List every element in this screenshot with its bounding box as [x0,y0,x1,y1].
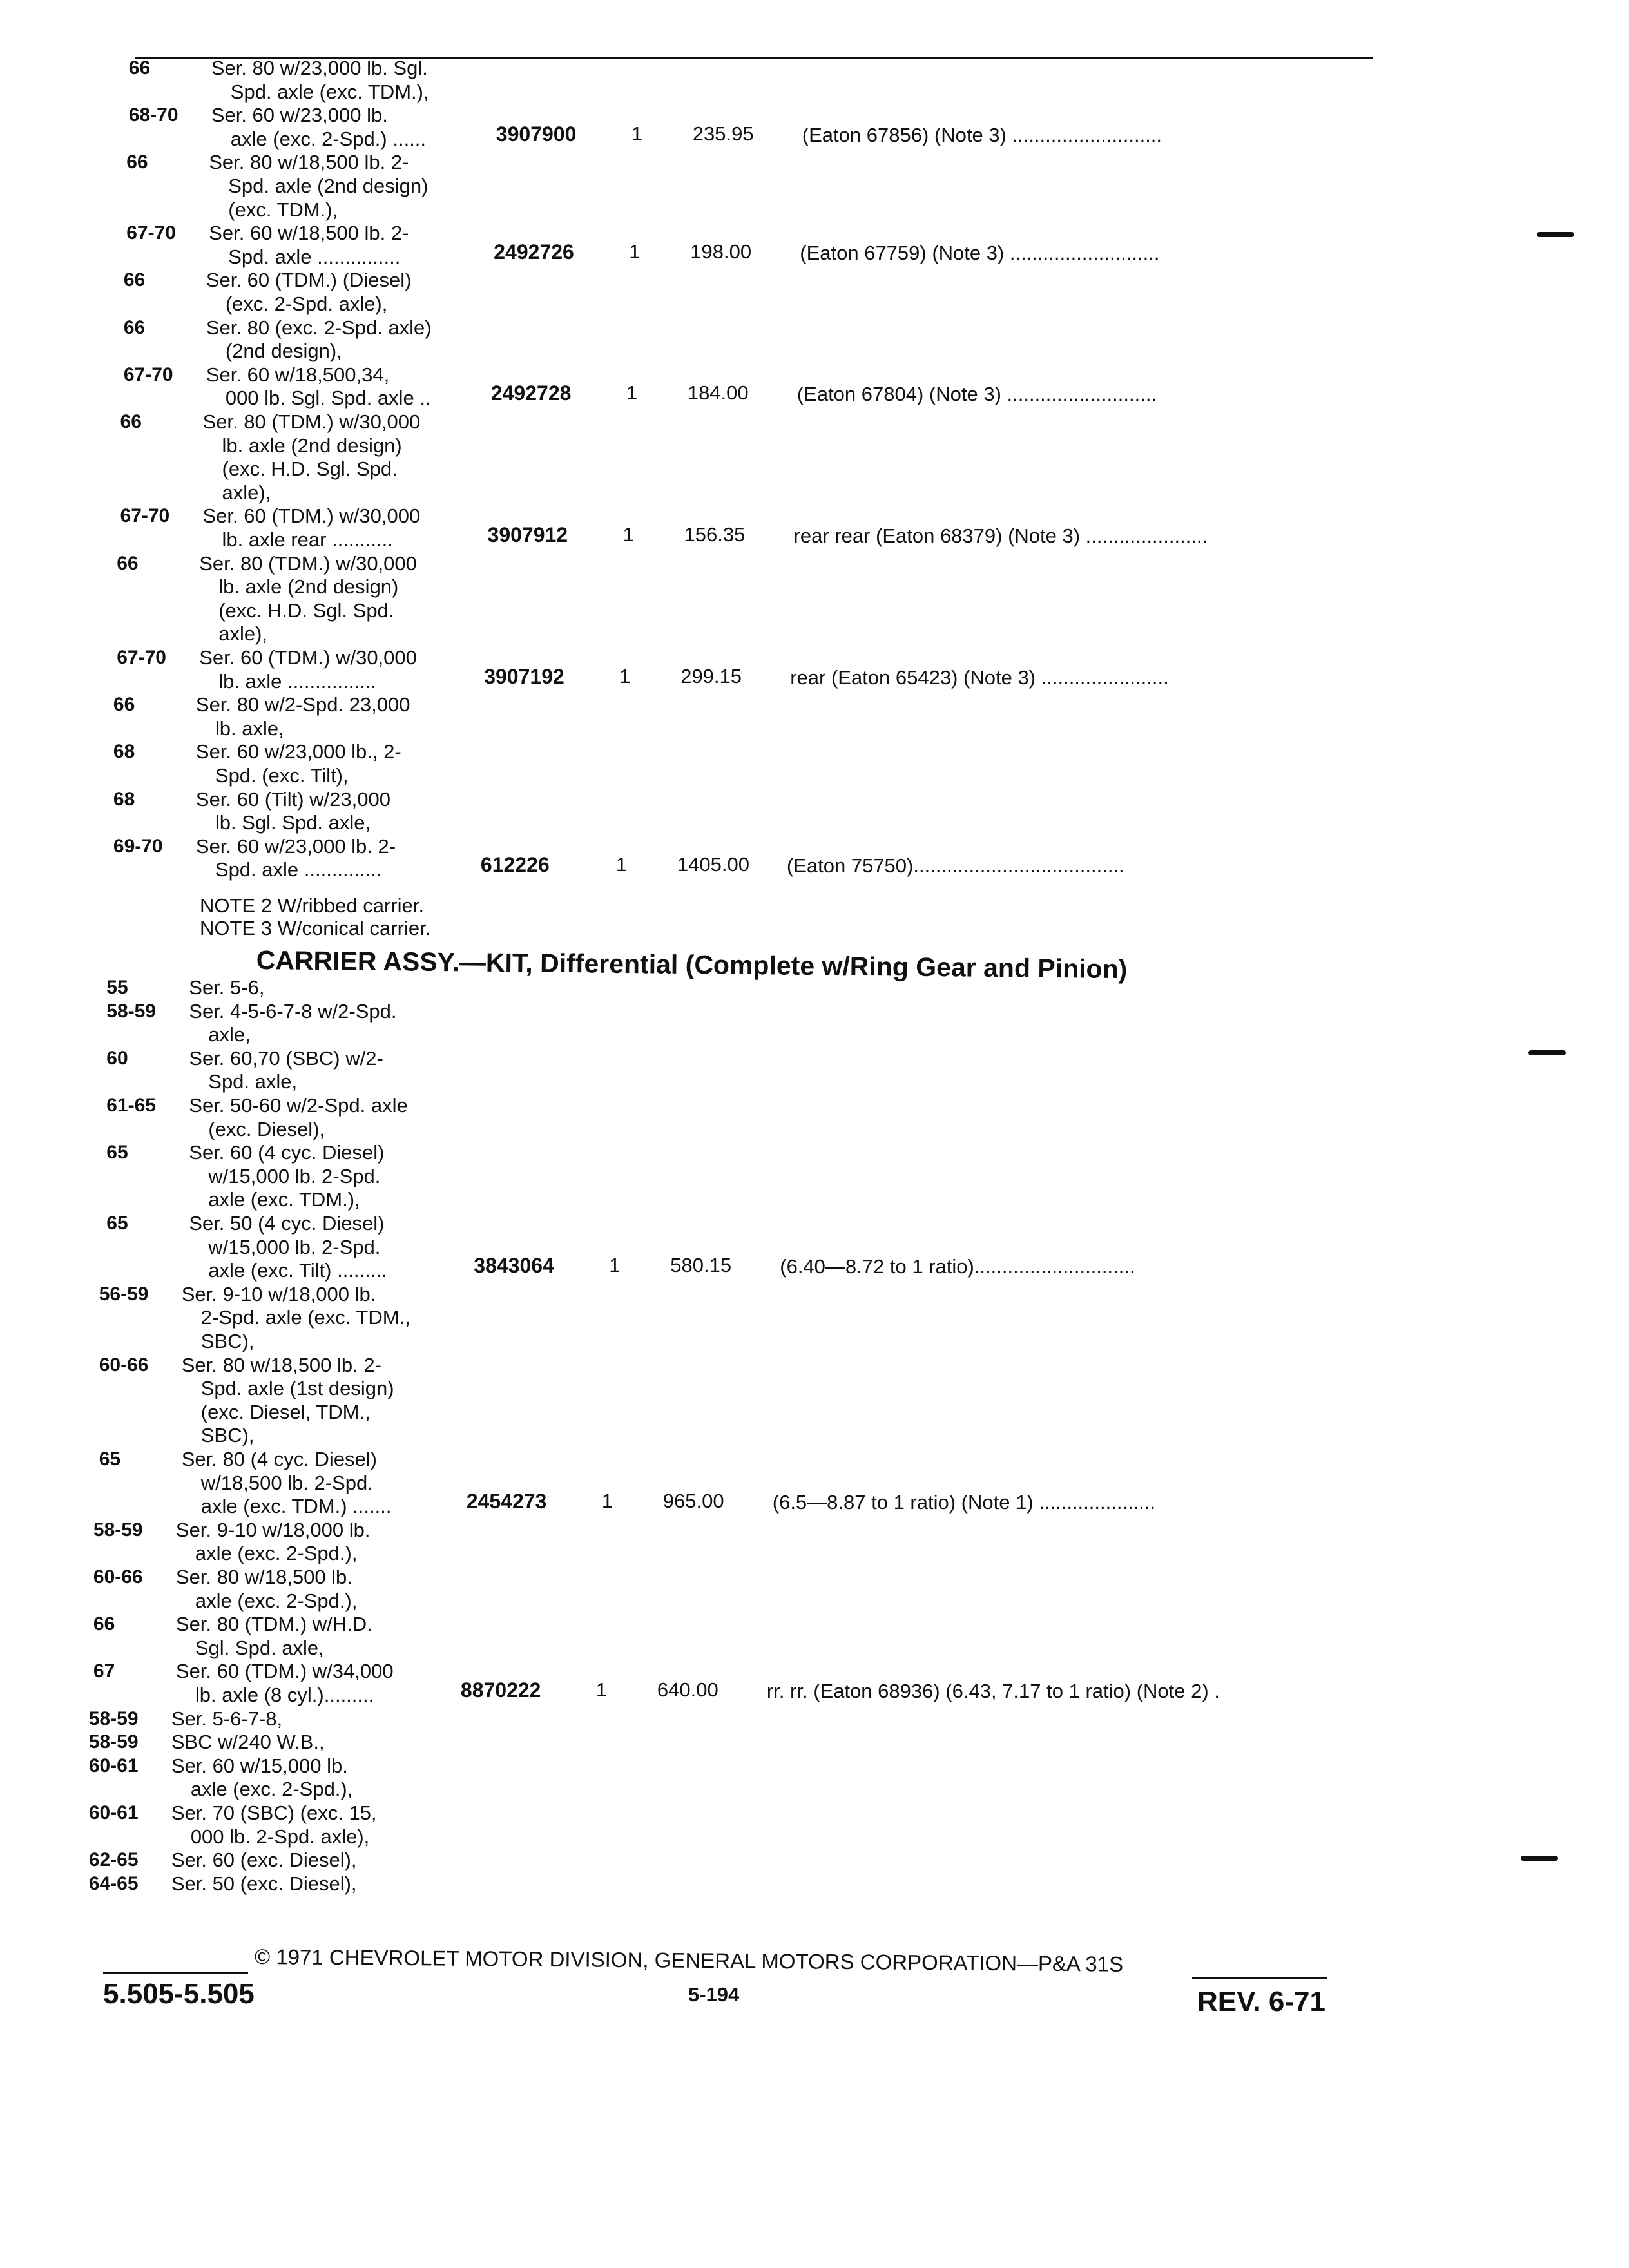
model-year: 65 [99,1448,121,1470]
footer-rule-right [1192,1977,1327,1979]
part-number: 3843064 [474,1254,554,1278]
copyright-line: © 1971 CHEVROLET MOTOR DIVISION, GENERAL MOTORS CORPORATION—P&A 31S [254,1945,1124,1976]
part-number: 2492728 [490,381,572,405]
description-line: SBC w/240 W.B., [171,1731,325,1754]
revision-label: REV. 6-71 [1197,1986,1325,2017]
model-year: 61-65 [106,1095,156,1116]
quantity: 1 [629,240,641,263]
description-line: axle (exc. 2-Spd.) ...... [230,127,427,150]
model-year: 55 [106,977,128,998]
description-line: Ser. 60 (4 cyc. Diesel) [189,1141,385,1164]
model-year: 56-59 [99,1283,149,1305]
remarks: (Eaton 67804) (Note 3) ........................... [796,383,1157,406]
remarks: (Eaton 75750)...................................... [786,854,1124,878]
description-line: Ser. 9-10 w/18,000 lb. [175,1518,371,1541]
description-line: axle (exc. 2-Spd.), [195,1542,358,1565]
model-year: 66 [113,694,135,716]
quantity: 1 [615,853,628,876]
quantity: 1 [609,1254,621,1277]
model-year: 58-59 [93,1519,143,1541]
description-line: axle (exc. 2-Spd.), [195,1589,358,1612]
description-line: Spd. axle (exc. TDM.), [230,80,429,103]
list-price: 156.35 [684,523,746,546]
description-line: lb. axle rear ........... [222,528,393,551]
description-line: SBC), [200,1424,255,1447]
model-year: 67-70 [123,363,173,385]
description-line: Ser. 70 (SBC) (exc. 15, [171,1802,377,1824]
description-line: 000 lb. 2-Spd. axle), [190,1825,370,1848]
description-line: Spd. axle (2nd design) [228,175,429,197]
binder-mark [1537,232,1574,237]
model-year: 66 [126,151,148,173]
description-line: Ser. 4-5-6-7-8 w/2-Spd. [189,999,397,1023]
description-line: Ser. 80 (TDM.) w/30,000 [202,410,421,433]
description-line: (exc. 2-Spd. axle), [225,293,388,315]
description-line: w/18,500 lb. 2-Spd. [200,1471,373,1494]
description-line: Ser. 80 (TDM.) w/30,000 [199,552,417,575]
part-number: 8870222 [460,1678,541,1702]
section-number: 5.505-5.505 [103,1978,255,2010]
list-price: 299.15 [680,664,742,687]
description-line: Spd. axle (1st design) [200,1377,394,1400]
model-year: 58-59 [106,1000,156,1022]
description-line: lb. axle ................ [218,669,376,693]
description-line: Sgl. Spd. axle, [195,1636,324,1659]
description-line: (exc. H.D. Sgl. Spd. [218,599,394,622]
description-line: Ser. 80 w/18,500 lb. 2- [209,151,409,174]
description-line: axle (exc. TDM.) ....... [200,1495,392,1518]
description-line: Ser. 60 (TDM.) w/30,000 [202,505,421,528]
description-line: (exc. TDM.), [228,198,338,221]
description-line: Ser. 60 (TDM.) (Diesel) [206,269,412,292]
description-line: Ser. 80 (TDM.) w/H.D. [175,1613,372,1636]
model-year: 64-65 [88,1872,139,1894]
list-price: 184.00 [687,381,749,405]
description-line: Spd. axle ............... [228,245,401,268]
description-line: lb. axle (2nd design) [218,575,399,599]
description-line: Ser. 60 w/23,000 lb., 2- [195,740,401,764]
model-year: 60-66 [99,1354,149,1376]
model-year: 60-66 [93,1566,143,1588]
description-line: Ser. 80 w/23,000 lb. Sgl. [211,57,428,79]
quantity: 1 [631,122,643,145]
description-line: Ser. 60 (TDM.) w/30,000 [199,646,417,669]
description-line: Ser. 60 w/15,000 lb. [171,1754,348,1777]
description-line: w/15,000 lb. 2-Spd. [208,1235,381,1258]
description-line: 2-Spd. axle (exc. TDM., [200,1306,410,1329]
description-line: (exc. Diesel, TDM., [200,1400,371,1423]
description-line: axle), [218,622,268,646]
model-year: 67-70 [120,505,170,527]
description-line: lb. axle (2nd design) [222,434,402,457]
binder-mark [1521,1856,1558,1861]
remarks: rear rear (Eaton 68379) (Note 3) ...................... [793,524,1208,547]
model-year: 66 [123,269,146,291]
description-line: Ser. 80 w/2-Spd. 23,000 [195,693,410,716]
model-year: 66 [117,552,139,574]
quantity: 1 [595,1678,608,1701]
description-line: Ser. 5-6-7-8, [171,1707,283,1730]
model-year: 67 [93,1660,115,1682]
list-price: 640.00 [657,1678,718,1701]
description-line: Spd. (exc. Tilt), [215,764,349,787]
description-line: Ser. 80 w/18,500 lb. 2- [181,1353,381,1376]
footer-rule-left [103,1972,248,1974]
remarks: (Eaton 67759) (Note 3) ........................... [800,241,1160,264]
description-line: lb. axle, [215,716,284,740]
remarks: (Eaton 67856) (Note 3) ........................... [802,123,1162,146]
binder-mark [1528,1050,1566,1055]
remarks: rr. rr. (Eaton 68936) (6.43, 7.17 to 1 ratio) (Note 2) . [766,1680,1220,1702]
part-number: 3907900 [496,122,577,146]
description-line: Ser. 80 (exc. 2-Spd. axle) [206,316,432,339]
model-year: 65 [106,1213,128,1234]
model-year: 60-61 [88,1754,139,1776]
description-line: Ser. 80 (4 cyc. Diesel) [181,1448,377,1470]
part-number: 2492726 [494,240,574,264]
description-line: axle (exc. 2-Spd.), [190,1778,353,1801]
model-year: 60 [106,1047,128,1069]
description-line: Ser. 9-10 w/18,000 lb. [181,1282,376,1305]
description-line: axle, [208,1023,251,1046]
description-line: Spd. axle .............. [215,858,382,881]
model-year: 68 [113,788,135,810]
remarks: rear (Eaton 65423) (Note 3) ....................... [790,666,1169,689]
model-year: 58-59 [88,1707,139,1729]
description-line: lb. Sgl. Spd. axle, [215,811,371,834]
list-price: 1405.00 [677,853,749,876]
description-line: Ser. 60,70 (SBC) w/2- [189,1046,383,1070]
part-number: 3907192 [484,664,564,688]
model-year: 67-70 [126,222,176,244]
remarks: (6.40—8.72 to 1 ratio)............................. [780,1255,1135,1278]
quantity: 1 [601,1490,613,1513]
description-line: lb. axle (8 cyl.)......... [195,1684,374,1706]
description-line: (exc. H.D. Sgl. Spd. [222,457,398,481]
description-line: Ser. 60 w/18,500 lb. 2- [209,222,409,245]
description-line: Ser. 50 (4 cyc. Diesel) [189,1212,385,1235]
model-year: 60-61 [88,1802,139,1823]
model-year: 68 [113,741,135,763]
description-line: Spd. axle, [208,1070,298,1093]
model-year: 65 [106,1142,128,1164]
part-number: 612226 [480,853,550,877]
model-year: 58-59 [88,1731,139,1753]
description-line: Ser. 50-60 w/2-Spd. axle [189,1094,408,1117]
model-year: 66 [120,411,142,432]
list-price: 235.95 [692,122,754,145]
description-line: SBC), [200,1330,255,1352]
description-line: Ser. 60 w/23,000 lb. 2- [195,834,396,858]
quantity: 1 [619,664,631,687]
model-year: 62-65 [88,1849,139,1871]
description-line: Ser. 60 (exc. Diesel), [171,1849,357,1872]
quantity: 1 [622,523,634,546]
description-line: Ser. 60 w/18,500,34, [206,363,390,386]
list-price: 198.00 [690,240,752,263]
description-line: axle), [222,481,271,504]
model-year: 66 [123,316,146,338]
model-year: 67-70 [117,647,166,668]
description-line: axle (exc. TDM.), [208,1188,360,1211]
page-number: 5-194 [688,1983,740,2006]
description-line: (exc. Diesel), [208,1117,325,1140]
list-price: 580.15 [670,1254,732,1277]
description-line: Ser. 80 w/18,500 lb. [175,1566,352,1588]
model-year: 66 [128,57,151,79]
quantity: 1 [626,381,638,405]
model-year: 69-70 [113,835,163,857]
remarks: (6.5—8.87 to 1 ratio) (Note 1) ..................... [772,1491,1156,1514]
description-line: Ser. 50 (exc. Diesel), [171,1872,357,1895]
description-line: 000 lb. Sgl. Spd. axle .. [225,387,431,410]
part-number: 2454273 [466,1490,547,1514]
note-3: NOTE 3 W/conical carrier. [200,917,431,939]
description-line: Ser. 60 (TDM.) w/34,000 [175,1660,394,1683]
part-number: 3907912 [487,523,568,546]
list-price: 965.00 [662,1490,724,1513]
note-2: NOTE 2 W/ribbed carrier. [200,894,424,917]
description-line: w/15,000 lb. 2-Spd. [208,1164,381,1187]
description-line: Ser. 5-6, [189,976,265,999]
description-line: Ser. 60 w/23,000 lb. [211,104,388,127]
description-line: Ser. 60 (Tilt) w/23,000 [195,787,390,811]
description-line: axle (exc. Tilt) ......... [208,1259,387,1282]
section-heading: CARRIER ASSY.—KIT, Differential (Complete w/Ring Gear and Pinion) [256,945,1128,985]
model-year: 66 [93,1613,115,1635]
description-line: (2nd design), [225,340,342,363]
model-year: 68-70 [128,104,178,126]
